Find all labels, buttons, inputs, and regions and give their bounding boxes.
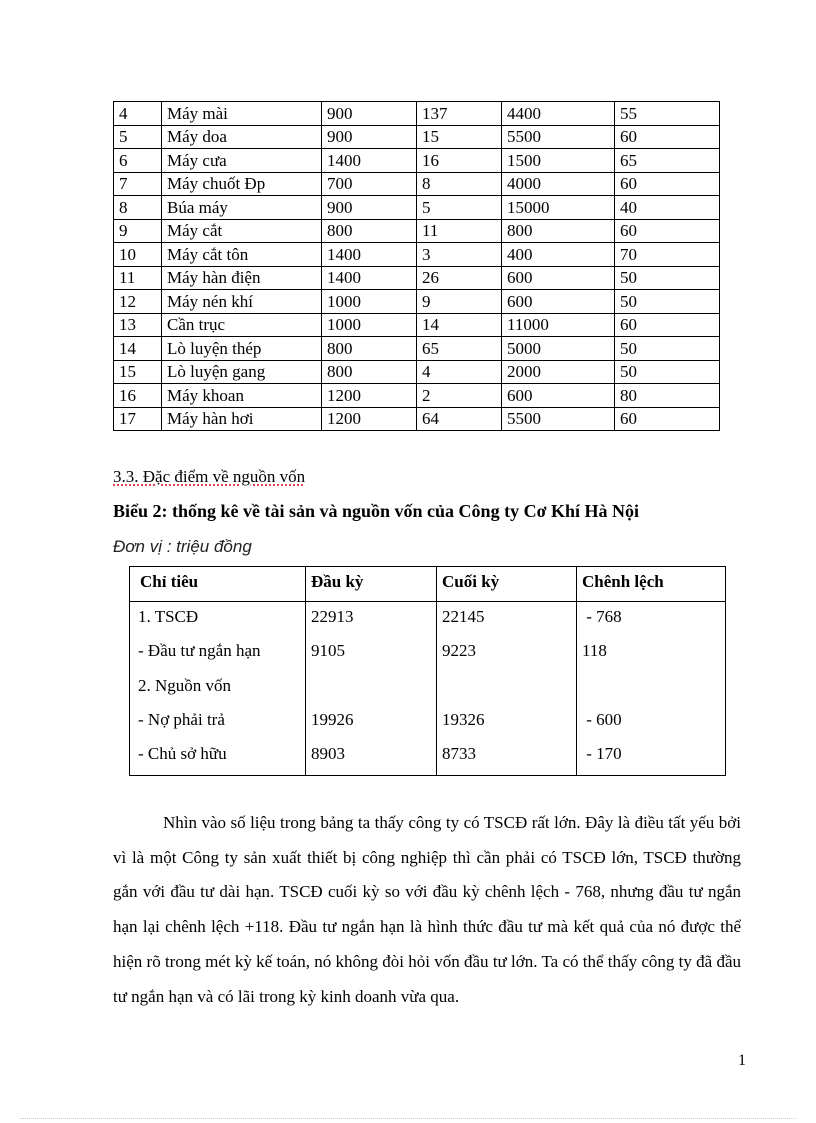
table-row	[114, 196, 720, 220]
table-cell: 1200	[322, 407, 417, 431]
header-chi-tieu: Chỉ tiêu	[140, 572, 199, 591]
table-cell: 1500	[502, 149, 615, 173]
table-cell: 80	[615, 384, 720, 408]
equipment-name-cell: Máy khoan	[162, 384, 322, 408]
table-row	[114, 219, 720, 243]
unit-label: Đơn vị : triệu đồng	[113, 537, 252, 556]
table-cell: 16	[114, 384, 162, 408]
table-cell: 64	[417, 407, 502, 431]
table-row	[114, 243, 720, 267]
table-cell: 600	[502, 384, 615, 408]
table-cell: 8	[417, 172, 502, 196]
table-cell: 5	[114, 125, 162, 149]
equipment-name-cell: Lò luyện gang	[162, 360, 322, 384]
table-cell: 17	[114, 407, 162, 431]
table-cell: 60	[615, 407, 720, 431]
row-label: - Nợ phải trả	[138, 710, 225, 729]
cell-value: - 170	[582, 744, 622, 763]
table-cell: 10	[114, 243, 162, 267]
table-cell: 5500	[502, 125, 615, 149]
table-cell: 14	[114, 337, 162, 361]
table-cell: 65	[615, 149, 720, 173]
table-row	[114, 149, 720, 173]
table-cell: 700	[322, 172, 417, 196]
table-title: Biểu 2: thống kê về tài sản và nguồn vốn của Công ty Cơ Khí Hà Nội	[113, 501, 640, 521]
table-cell: 15	[114, 360, 162, 384]
cell-value: - 600	[582, 710, 622, 729]
table-cell: 14	[417, 313, 502, 337]
table-cell: 900	[322, 196, 417, 220]
cell-value: 19926	[311, 710, 354, 729]
equipment-name-cell: Máy cắt	[162, 219, 322, 243]
table-cell: 800	[322, 360, 417, 384]
row-label: - Chủ sở hữu	[138, 744, 227, 763]
table-cell: 26	[417, 266, 502, 290]
table-cell: 1000	[322, 313, 417, 337]
page-number: 1	[738, 1052, 746, 1069]
table-cell: 60	[615, 313, 720, 337]
header-dau-ky: Đầu kỳ	[311, 572, 364, 591]
table-row	[114, 266, 720, 290]
table-cell: 15	[417, 125, 502, 149]
table-cell: 5	[417, 196, 502, 220]
table-cell: 15000	[502, 196, 615, 220]
cell-value: 8903	[311, 744, 345, 763]
table-cell: 1200	[322, 384, 417, 408]
table-cell: 4	[114, 102, 162, 126]
table-row	[114, 313, 720, 337]
table-cell: 4	[417, 360, 502, 384]
table-cell: 1400	[322, 266, 417, 290]
equipment-name-cell: Máy doa	[162, 125, 322, 149]
equipment-name-cell: Máy mài	[162, 102, 322, 126]
table-cell: 5000	[502, 337, 615, 361]
table-cell: 11	[417, 219, 502, 243]
cell-value: 8733	[442, 744, 476, 763]
row-label: 1. TSCĐ	[138, 607, 199, 626]
table-cell: 60	[615, 219, 720, 243]
table-cell: 1400	[322, 243, 417, 267]
table-cell: 9	[114, 219, 162, 243]
cell-value: 9223	[442, 641, 476, 660]
equipment-name-cell: Lò luyện thép	[162, 337, 322, 361]
table-row	[114, 384, 720, 408]
table-row	[114, 360, 720, 384]
table-cell: 3	[417, 243, 502, 267]
cell-value: 118	[582, 641, 607, 660]
table-cell: 55	[615, 102, 720, 126]
table-cell: 13	[114, 313, 162, 337]
table-cell: 65	[417, 337, 502, 361]
table-cell: 8	[114, 196, 162, 220]
table-cell: 4000	[502, 172, 615, 196]
table-cell: 7	[114, 172, 162, 196]
header-cuoi-ky: Cuối kỳ	[442, 572, 500, 591]
table-cell: 5500	[502, 407, 615, 431]
table-cell: 11000	[502, 313, 615, 337]
table-row	[114, 102, 720, 126]
table-cell: 800	[502, 219, 615, 243]
table-cell: 12	[114, 290, 162, 314]
table-cell: 50	[615, 290, 720, 314]
equipment-name-cell: Máy cắt tôn	[162, 243, 322, 267]
table-cell: 50	[615, 360, 720, 384]
cell-value: 22145	[442, 607, 485, 626]
equipment-name-cell: Máy hàn điện	[162, 266, 322, 290]
table-cell: 2	[417, 384, 502, 408]
table-cell: 1400	[322, 149, 417, 173]
paragraph-text: Nhìn vào số liệu trong bảng ta thấy công ty có TSCĐ rất lớn. Đây là điều tất yếu bởi vì là một Công ty sản xuất thiết bị công nghiệp thì cần phải có TSCĐ lớn, TSCĐ thường gắn với đầu tư dài hạn. TSCĐ cuối kỳ so với đầu kỳ chênh lệch - 768, nhưng đầu tư ngắn hạn lại chênh lệch +118. Đầu tư ngắn hạn là hình thức đầu tư mà kết quả của nó được thể hiện rõ trong mét kỳ kế toán, nó không đòi hỏi vốn đầu tư lớn. Ta có thể thấy công ty đã đầu tư ngắn hạn và có lãi trong kỳ kinh doanh vừa qua.	[113, 813, 741, 1006]
table-row	[114, 407, 720, 431]
table-cell: 1000	[322, 290, 417, 314]
table-row	[114, 172, 720, 196]
table-cell: 60	[615, 172, 720, 196]
analysis-paragraph	[113, 806, 741, 1014]
header-chenh-lech: Chênh lệch	[582, 572, 664, 591]
table-cell: 70	[615, 243, 720, 267]
table-cell: 2000	[502, 360, 615, 384]
equipment-name-cell: Máy hàn hơi	[162, 407, 322, 431]
table-cell: 6	[114, 149, 162, 173]
equipment-name-cell: Máy chuốt Đp	[162, 172, 322, 196]
table-cell: 600	[502, 290, 615, 314]
table-cell: 16	[417, 149, 502, 173]
cell-value: 19326	[442, 710, 485, 729]
cell-value: - 768	[582, 607, 622, 626]
equipment-name-cell: Máy cưa	[162, 149, 322, 173]
table-cell: 137	[417, 102, 502, 126]
table-cell: 4400	[502, 102, 615, 126]
cell-value: 22913	[311, 607, 354, 626]
cell-value: 9105	[311, 641, 345, 660]
equipment-name-cell: Búa máy	[162, 196, 322, 220]
table-cell: 60	[615, 125, 720, 149]
page-bottom-divider	[20, 1118, 796, 1119]
section-heading: 3.3. Đặc điểm về nguồn vốn	[113, 467, 306, 486]
table-cell: 600	[502, 266, 615, 290]
equipment-name-cell: Cần trục	[162, 313, 322, 337]
equipment-table	[113, 101, 720, 431]
table-cell: 400	[502, 243, 615, 267]
row-label: - Đầu tư ngắn hạn	[138, 641, 261, 660]
table-cell: 800	[322, 337, 417, 361]
table-cell: 800	[322, 219, 417, 243]
row-label: 2. Nguồn vốn	[138, 676, 232, 695]
table-row	[114, 337, 720, 361]
table-cell: 40	[615, 196, 720, 220]
table-cell: 50	[615, 266, 720, 290]
table-row	[114, 125, 720, 149]
equipment-name-cell: Máy nén khí	[162, 290, 322, 314]
table-cell: 900	[322, 102, 417, 126]
table-row	[114, 290, 720, 314]
summary-table	[129, 566, 726, 776]
table-cell: 50	[615, 337, 720, 361]
table-cell: 900	[322, 125, 417, 149]
table-cell: 11	[114, 266, 162, 290]
table-cell: 9	[417, 290, 502, 314]
